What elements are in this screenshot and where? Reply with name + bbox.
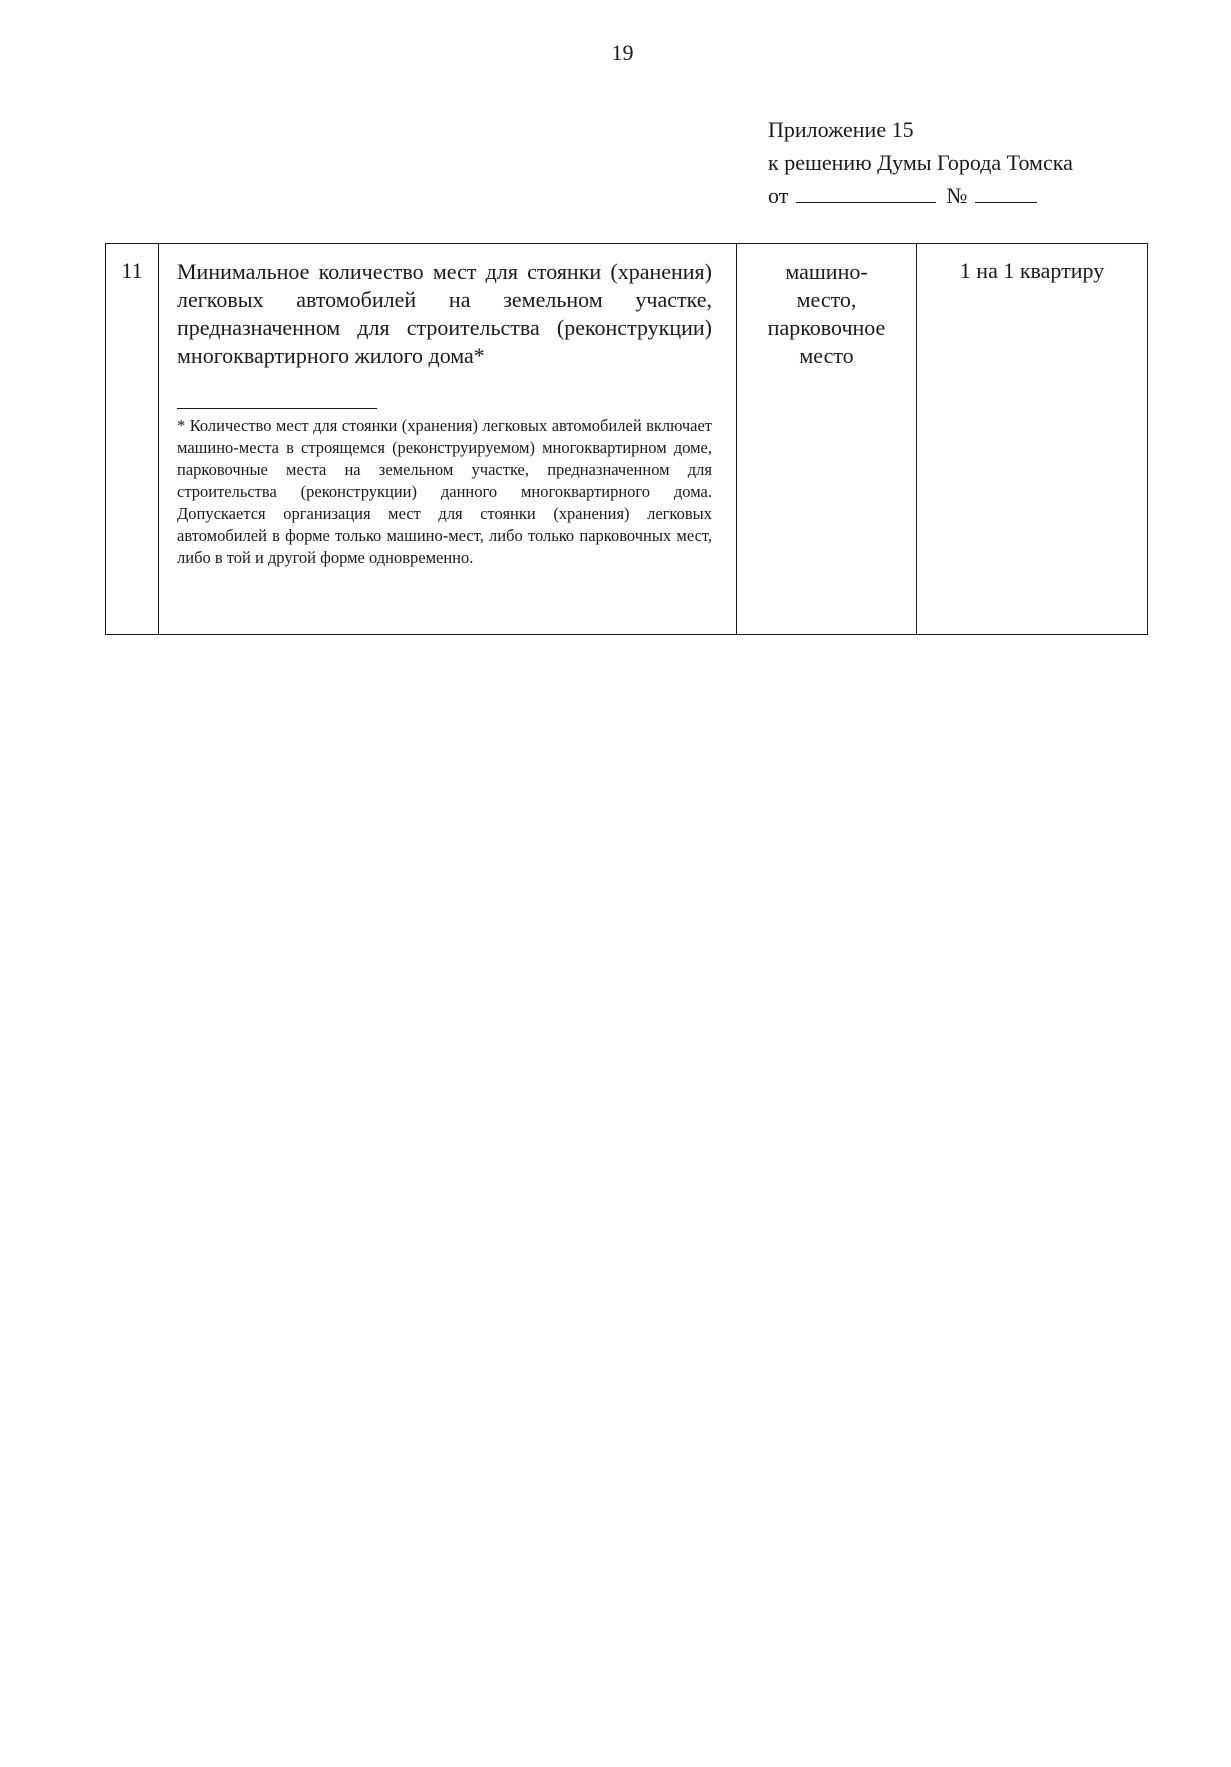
- number-sign: №: [946, 183, 968, 208]
- unit-line-2: место,: [796, 287, 857, 312]
- row-value: 1 на 1 квартиру: [917, 244, 1148, 635]
- appendix-title: Приложение 15: [768, 117, 914, 142]
- norms-table: [105, 243, 1148, 635]
- appendix-header: [768, 113, 1073, 212]
- footnote: * Количество мест для стоянки (хранения) легковых автомобилей включает машино-места в строящемся (реконструируемом) многоквартирном доме, парковочные места на земельном участке, предназначенном для строительства (реконструкции) данного многоквартирного дома. Допускается организация мест для стоянки (хранения) легковых автомобилей в форме только машино-мест, либо только парковочных мест, либо в той и другой форме одновременно.: [177, 416, 712, 567]
- footnote-divider: [177, 408, 377, 409]
- number-blank: [975, 182, 1037, 203]
- date-prefix: от: [768, 183, 789, 208]
- date-blank: [796, 182, 936, 203]
- page-number: 19: [611, 40, 634, 65]
- unit-line-1: машино-: [785, 259, 868, 284]
- row-description-cell: [159, 244, 737, 635]
- table-row: [106, 244, 1148, 635]
- unit-line-4: место: [799, 343, 854, 368]
- row-number: 11: [106, 244, 159, 635]
- unit-line-3: парковочное: [767, 315, 886, 340]
- appendix-date-line: [768, 179, 1073, 212]
- row-description: Минимальное количество мест для стоянки (хранения) легковых автомобилей на земельном участке, предназначенном для строительства (реконструкции) многоквартирного жилого дома*: [177, 259, 712, 368]
- appendix-subtitle: к решению Думы Города Томска: [768, 150, 1073, 175]
- row-unit-cell: [737, 244, 917, 635]
